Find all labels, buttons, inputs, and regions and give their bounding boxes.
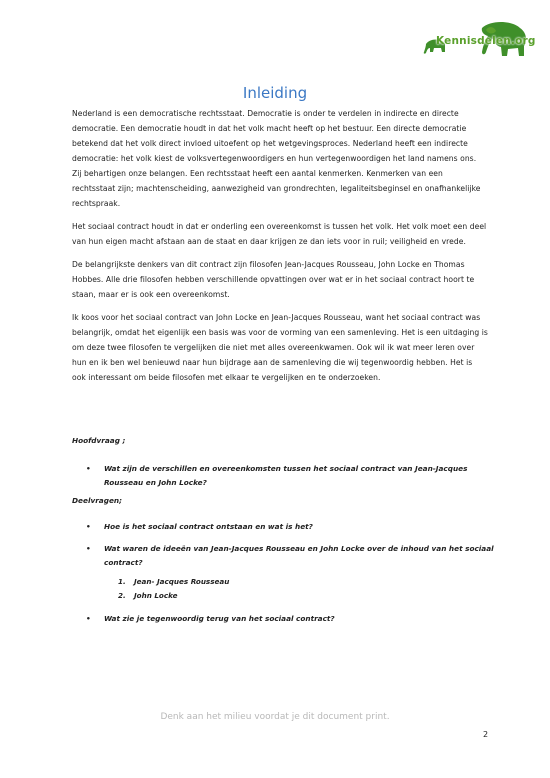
bullet: •: [86, 464, 91, 473]
sublist-text: Jean- Jacques Rousseau: [134, 577, 230, 586]
hoofdvraag-text: Wat zijn de verschillen en overeenkomsten tussen het sociaal contract van Jean-Jacques Rousseau en John Locke?: [104, 464, 468, 487]
sublist-item: [118, 589, 178, 603]
sublist-number: 1.: [118, 577, 126, 586]
sublist-text: John Locke: [134, 591, 178, 600]
paragraph: Ik koos voor het sociaal contract van John Locke en Jean-Jacques Rousseau, want het sociaal contract was belangrijk, omdat het eigenlijk een basis was voor de vorming van een samenleving. Het is een uitdaging is om deze twee filosofen te vergelijken die niet met alles overeenkwamen. Ook wil ik wat meer leren over hun en ik ben wel benieuwd naar hun bijdrage aan de samenleving die wij tegenwoordig hebben. Het is ook interessant om beide filosofen met elkaar te vergelijken en te onderzoeken.: [72, 313, 488, 382]
logo-text: Kennisdelen.org: [436, 35, 536, 47]
bullet: •: [86, 544, 91, 553]
paragraph: De belangrijkste denkers van dit contract zijn filosofen Jean-Jacques Rousseau, John Locke en Thomas Hobbes. Alle drie filosofen hebben verschillende opvattingen over wat er in het sociaal contract hoort te staan, maar er is ook een overeenkomst.: [72, 260, 475, 299]
deelvraag-text: Wat waren de ideeën van Jean-Jacques Rousseau en John Locke over de inhoud van het sociaal contract?: [104, 544, 494, 567]
intro-text: [72, 106, 488, 393]
bullet: •: [86, 522, 91, 531]
bullet: •: [86, 614, 91, 623]
paragraph: Nederland is een democratische rechtsstaat. Democratie is onder te verdelen in indirecte en directe democratie. Een democratie houdt in dat het volk macht heeft op het bestuur. Een directe democratie betekend dat het volk direct invloed uitoefent op het wetgevingsproces. Nederland heeft een indirecte democratie: het volk kiest de volksvertegenwoordigers en hun vertegenwoordigen het land namens ons. Zij behartigen onze belangen. Een rechtsstaat heeft een aantal kenmerken. Kenmerken van een rechtsstaat zijn; machtenscheiding, aanwezigheid van grondrechten, legaliteitsbeginsel en onafhankelijke rechtspraak.: [72, 109, 481, 208]
hoofdvraag-label: Hoofdvraag ;: [72, 436, 126, 445]
sublist-item: [118, 575, 229, 589]
deelvraag-text: Wat zie je tegenwoordig terug van het sociaal contract?: [104, 614, 335, 623]
page-number: 2: [483, 730, 489, 739]
paragraph: Het sociaal contract houdt in dat er onderling een overeenkomst is tussen het volk. Het volk moet een deel van hun eigen macht afstaan aan de staat en daar krijgen ze dan iets voor in ruil; veiligheid en vrede.: [72, 222, 487, 246]
page-title: Inleiding: [242, 84, 308, 102]
deelvragen-label: Deelvragen;: [72, 496, 123, 505]
deelvraag-text: Hoe is het sociaal contract ontstaan en wat is het?: [104, 522, 313, 531]
footer-note: Denk aan het milieu voordat je dit document print.: [160, 712, 390, 722]
sublist-number: 2.: [118, 591, 126, 600]
kennisdelen-logo[interactable]: [420, 18, 538, 60]
